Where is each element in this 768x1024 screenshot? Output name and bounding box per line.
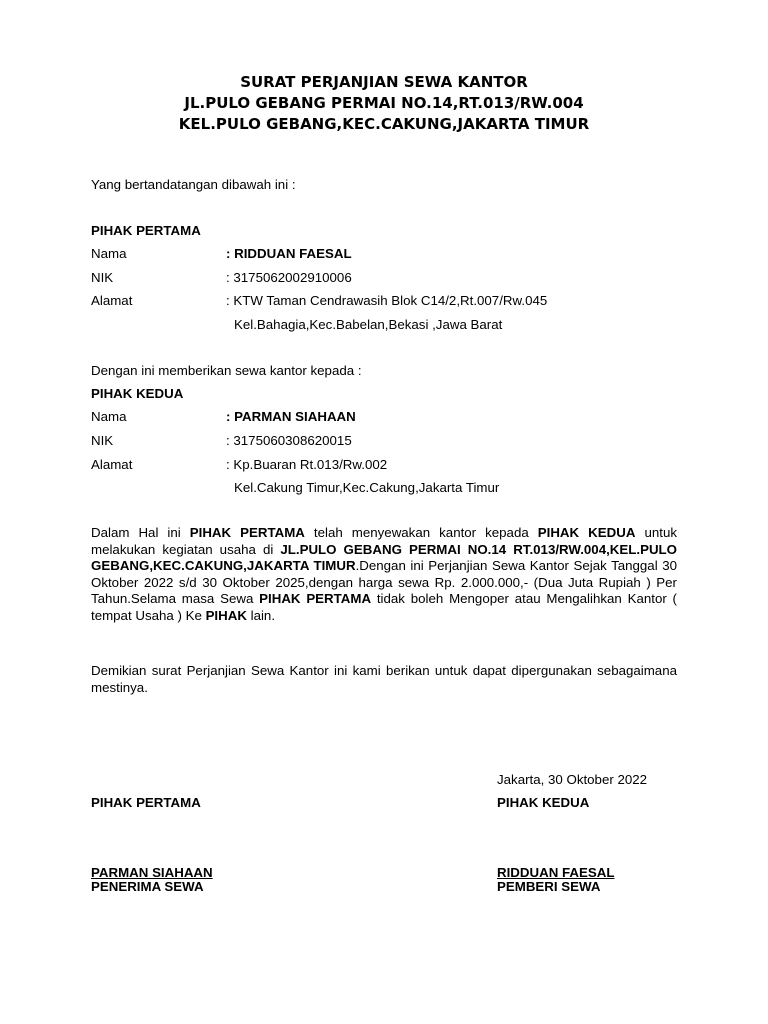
kedua-alamat-line-2: Kel.Cakung Timur,Kec.Cakung,Jakarta Timur: [234, 480, 500, 495]
place-date: Jakarta, 30 Oktober 2022: [497, 772, 648, 787]
kedua-nik-label: NIK: [91, 433, 114, 448]
transition-text: Dengan ini memberikan sewa kantor kepada :: [91, 363, 362, 378]
kedua-nama-value: : PARMAN SIAHAAN: [226, 409, 356, 424]
closing-paragraph: Demikian surat Perjanjian Sewa Kantor ini kami berikan untuk dapat dipergunakan sebagaimana mestinya.: [91, 663, 677, 695]
body-paragraph: Dalam Hal ini PIHAK PERTAMA telah menyewakan kantor kepada PIHAK KEDUA untuk melakukan kegiatan usaha di JL.PULO GEBANG PERMAI NO.14 RT.013/RW.004,KEL.PULO GEBANG,KEC.CAKUNG,JAKARTA TIMUR.Dengan ini Perjanjian Sewa Kantor Sejak Tanggal 30 Oktober 2022 s/d 30 Oktober 2025,dengan harga sewa Rp. 2.000.000,- (Dua Juta Rupiah ) Per Tahun.Selama masa Sewa PIHAK PERTAMA tidak boleh Mengoper atau Mengalihkan Kantor ( tempat Usaha ) Ke PIHAK lain.: [91, 525, 678, 623]
signature-left-role: PENERIMA SEWA: [91, 879, 204, 894]
pertama-alamat-label: Alamat: [91, 293, 133, 308]
signature-left-heading: PIHAK PERTAMA: [91, 795, 201, 810]
pertama-nik-value: : 3175062002910006: [226, 270, 352, 285]
kedua-nama-label: Nama: [91, 409, 127, 424]
title-line-3: KEL.PULO GEBANG,KEC.CAKUNG,JAKARTA TIMUR: [178, 115, 590, 133]
kedua-alamat-line-1: : Kp.Buaran Rt.013/Rw.002: [226, 457, 388, 472]
pertama-alamat-line-2: Kel.Bahagia,Kec.Babelan,Bekasi ,Jawa Barat: [234, 317, 503, 332]
title-line-2: JL.PULO GEBANG PERMAI NO.14,RT.013/RW.004: [184, 94, 584, 112]
signature-right-role: PEMBERI SEWA: [497, 879, 601, 894]
pihak-pertama-heading: PIHAK PERTAMA: [91, 223, 201, 238]
signature-right-name: RIDDUAN FAESAL: [497, 865, 615, 880]
pertama-nama-value: : RIDDUAN FAESAL: [226, 246, 352, 261]
kedua-alamat-label: Alamat: [91, 457, 133, 472]
intro-text: Yang bertandatangan dibawah ini :: [91, 177, 296, 192]
signature-left-name: PARMAN SIAHAAN: [91, 865, 213, 880]
pertama-nik-label: NIK: [91, 270, 114, 285]
pertama-nama-label: Nama: [91, 246, 127, 261]
title-line-1: SURAT PERJANJIAN SEWA KANTOR: [240, 73, 528, 91]
pihak-kedua-heading: PIHAK KEDUA: [91, 386, 184, 401]
signature-right-heading: PIHAK KEDUA: [497, 795, 590, 810]
kedua-nik-value: : 3175060308620015: [226, 433, 352, 448]
pertama-alamat-line-1: : KTW Taman Cendrawasih Blok C14/2,Rt.007/Rw.045: [226, 293, 548, 308]
